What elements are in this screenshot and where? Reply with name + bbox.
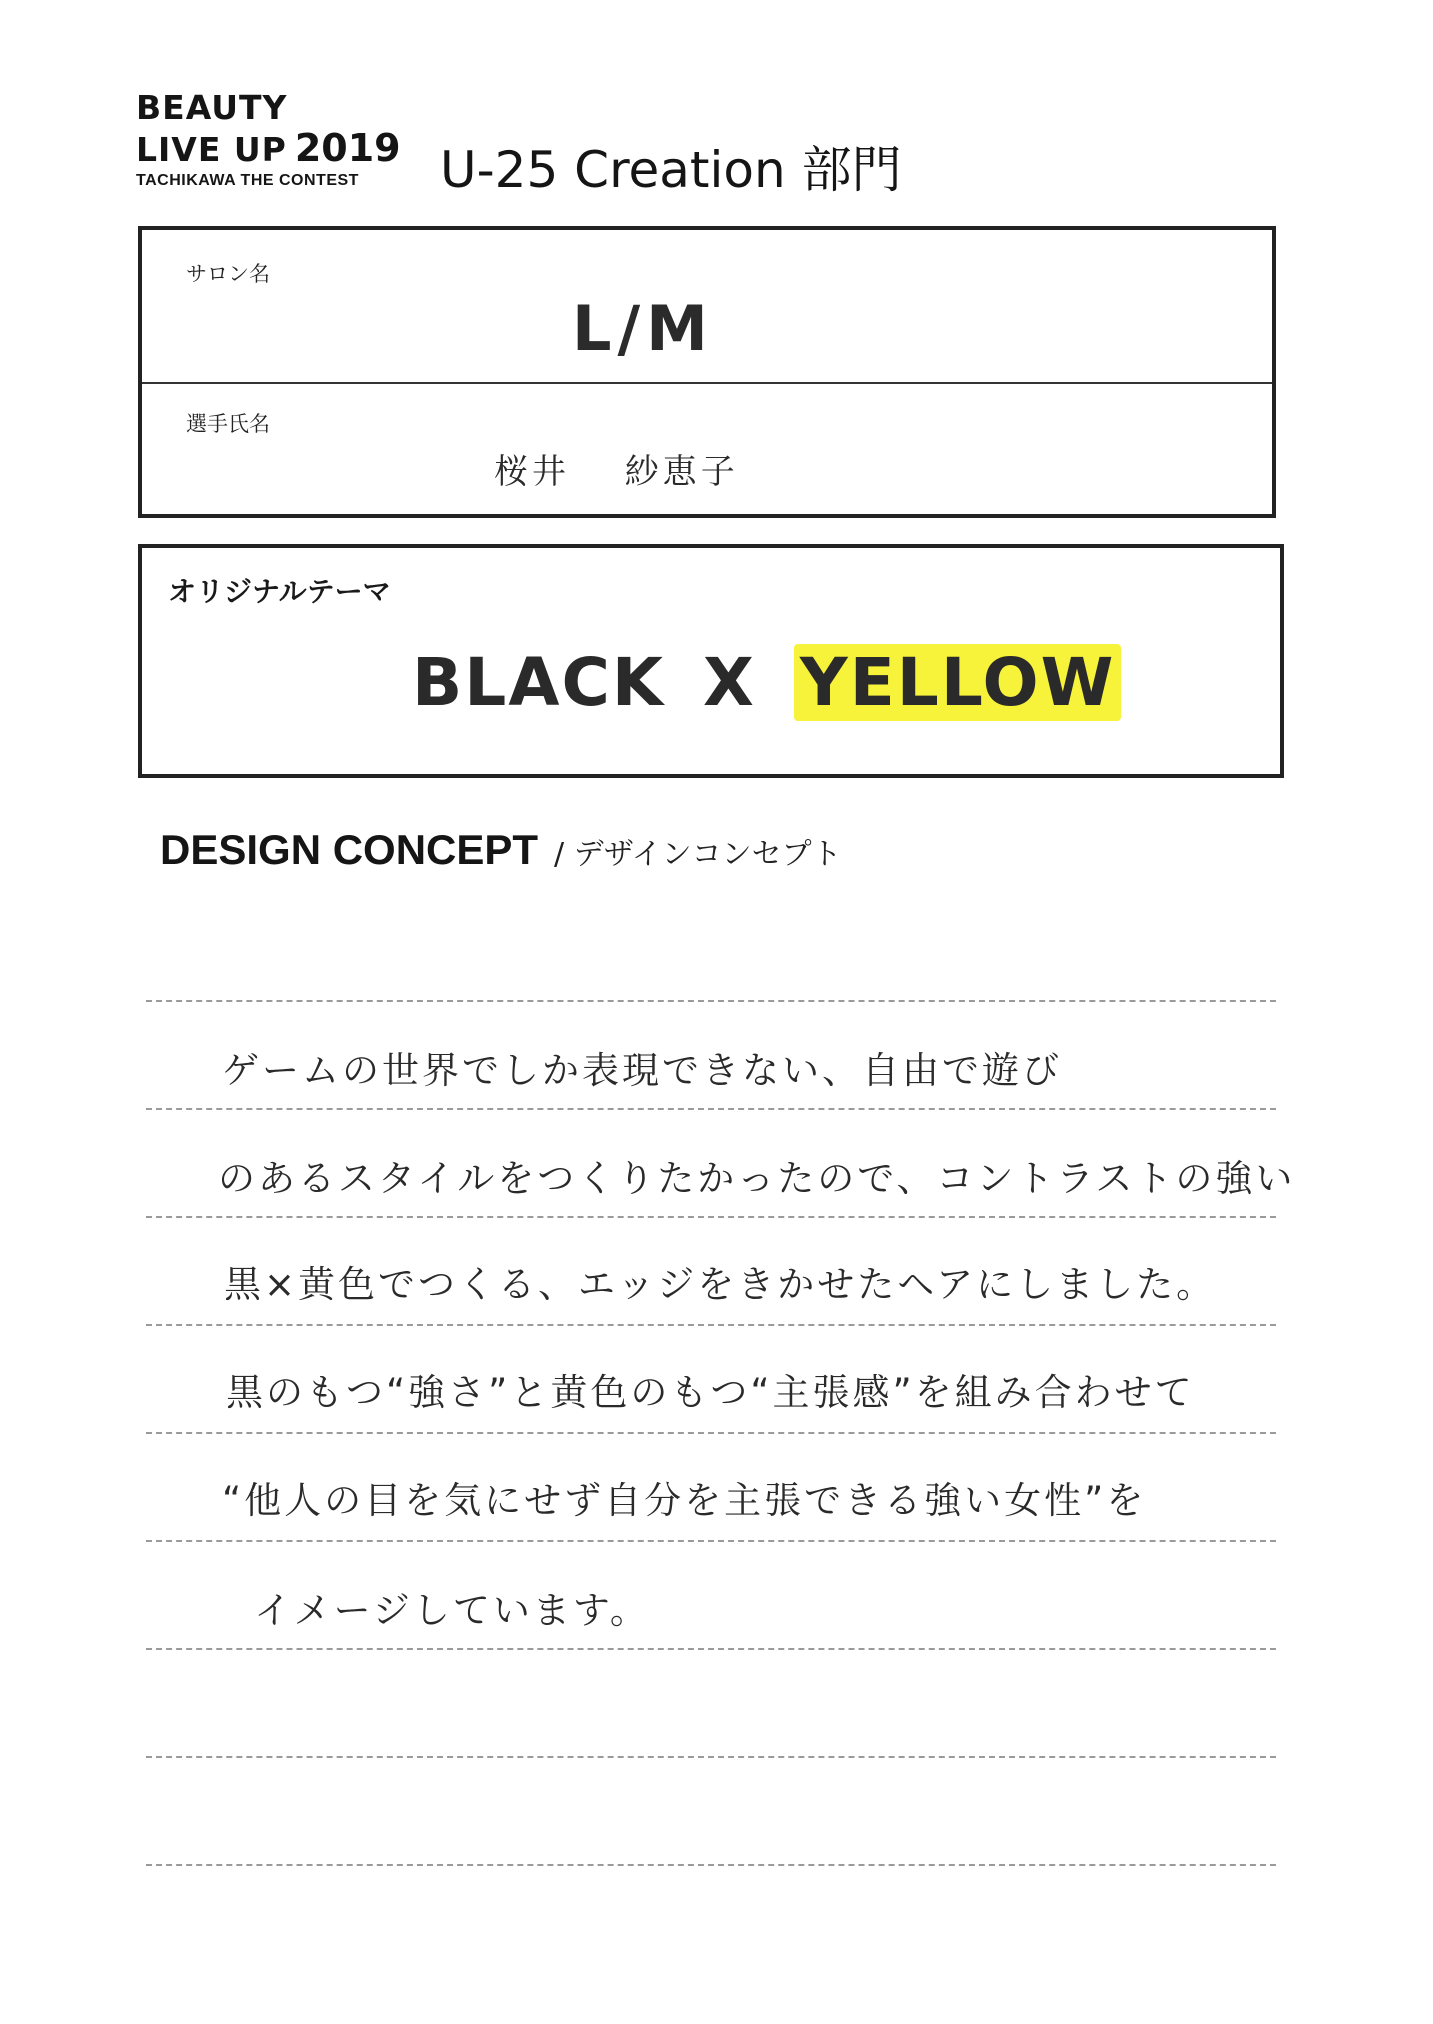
concept-line-2: のあるスタイルをつくりたかったので、コントラストの強い (218, 1157, 1296, 1200)
original-theme-value (412, 644, 1121, 721)
logo-live-up: LIVE UP (136, 130, 287, 169)
contest-logo (136, 88, 401, 190)
entry-divider (142, 382, 1272, 384)
salon-name-label: サロン名 (186, 262, 270, 286)
ruled-line (146, 1864, 1276, 1866)
logo-subtitle: TACHIKAWA THE CONTEST (136, 172, 359, 189)
original-theme-label: オリジナルテーマ (168, 575, 391, 608)
concept-line-4: 黒のもつ“強さ”と黄色のもつ“主張感”を組み合わせて (226, 1371, 1195, 1414)
design-concept-heading (160, 826, 842, 874)
ruled-line (146, 1540, 1276, 1542)
theme-box (138, 544, 1284, 778)
concept-line-5: “他人の目を気にせず自分を主張できる強い女性”を (222, 1479, 1147, 1522)
concept-line-3: 黒×黄色でつくる、エッジをきかせたヘアにしました。 (224, 1263, 1217, 1306)
division-title: U-25 Creation 部門 (440, 141, 902, 199)
ruled-line (146, 1648, 1276, 1650)
concept-line-1: ゲームの世界でしか表現できない、自由で遊び (222, 1049, 1062, 1092)
logo-line-liveup (136, 128, 401, 170)
ruled-line (146, 1108, 1276, 1110)
logo-year: 2019 (294, 126, 401, 170)
player-name-value: 桜井 紗恵子 (494, 452, 739, 492)
design-concept-subtitle: / デザインコンセプト (554, 837, 842, 872)
theme-cross: X (703, 644, 756, 721)
ruled-line (146, 1000, 1276, 1002)
ruled-line (146, 1432, 1276, 1434)
ruled-line (146, 1216, 1276, 1218)
theme-yellow-highlight: YELLOW (794, 644, 1122, 721)
ruled-line (146, 1756, 1276, 1758)
ruled-line (146, 1324, 1276, 1326)
salon-name-value: L/M (572, 292, 714, 365)
player-name-label: 選手氏名 (186, 412, 270, 436)
concept-line-6: イメージしています。 (254, 1589, 650, 1632)
theme-black: BLACK (412, 644, 666, 721)
logo-line-beauty: BEAUTY (136, 88, 288, 127)
design-concept-title: DESIGN CONCEPT (160, 826, 539, 873)
entry-box (138, 226, 1276, 518)
